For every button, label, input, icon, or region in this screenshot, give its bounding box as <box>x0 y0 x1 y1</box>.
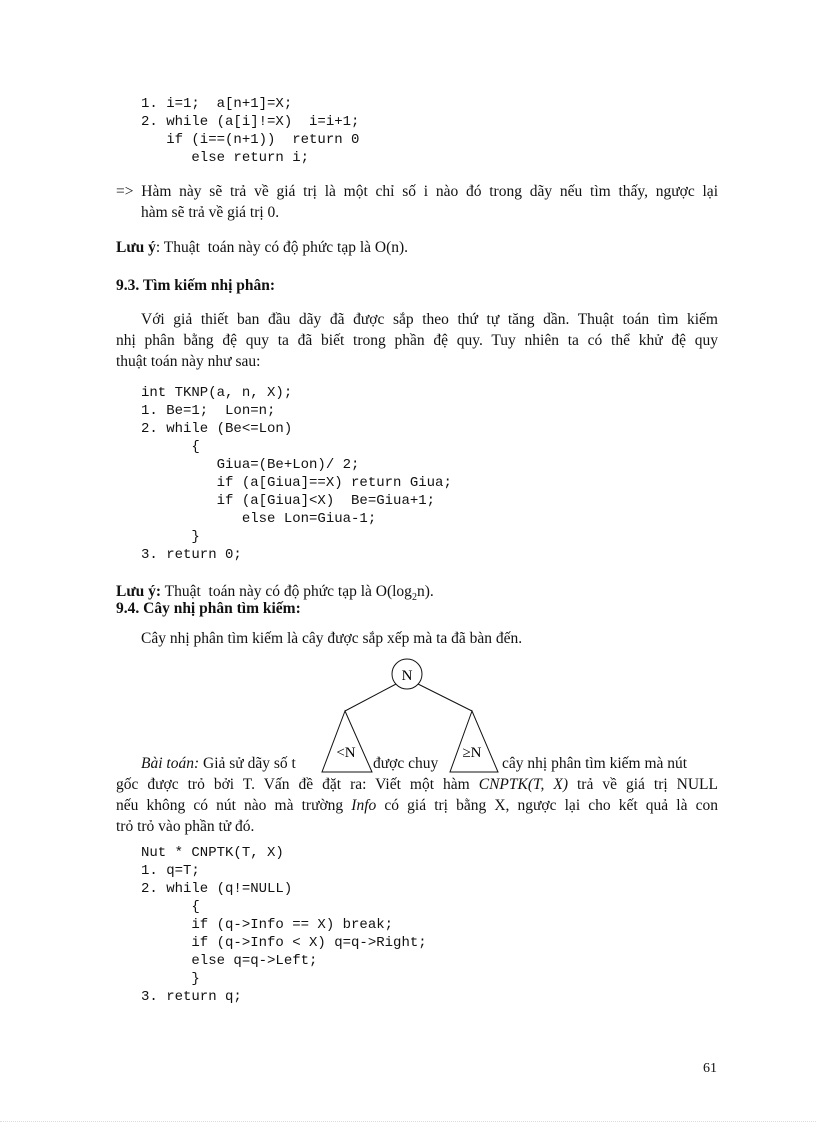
code-line: 2. while (Be<=Lon) <box>141 421 293 437</box>
code-line: if (a[Giua]<X) Be=Giua+1; <box>141 493 436 509</box>
section-heading-9-4: 9.4. Cây nhị phân tìm kiếm: <box>116 600 301 617</box>
page-number: 61 <box>703 1061 717 1076</box>
code-line: int TKNP(a, n, X); <box>141 385 293 401</box>
left-subtree-triangle <box>322 711 372 772</box>
code-line: 2. while (a[i]!=X) i=i+1; <box>141 114 360 130</box>
note-label: Lưu ý: <box>116 583 162 600</box>
problem-label: Bài toán: <box>141 755 200 772</box>
problem-text: Giả sử dãy số t <box>199 755 296 772</box>
problem-line <box>116 795 718 816</box>
note-text: Thuật toán này có độ phức tạp là O(log <box>161 583 412 600</box>
return-note-line: hàm sẽ trả về giá trị 0. <box>141 204 280 221</box>
code-line: else q=q->Left; <box>141 953 318 969</box>
root-label: N <box>401 668 413 684</box>
right-subtree-triangle <box>450 711 498 772</box>
function-name: CNPTK(T, X) <box>478 776 568 793</box>
code-line: } <box>141 529 200 545</box>
code-line: 3. return q; <box>141 989 242 1005</box>
code-line: if (i==(n+1)) return 0 <box>141 132 360 148</box>
field-name: Info <box>351 797 377 814</box>
paragraph-line: thuật toán này như sau: <box>116 353 261 370</box>
code-line: if (q->Info < X) q=q->Right; <box>141 935 427 951</box>
problem-line <box>141 753 296 774</box>
problem-paragraph <box>116 774 718 837</box>
problem-line: cây nhị phân tìm kiếm mà nút <box>502 755 688 772</box>
paragraph-line: Với giả thiết ban đầu dãy đã được sắp theo thứ tự tăng dần. Thuật toán tìm kiếm <box>141 311 718 328</box>
return-note-line: => Hàm này sẽ trả về giá trị là một chỉ số i nào đó trong dãy nếu tìm thấy, ngược lại <box>116 183 718 200</box>
problem-text: nếu không có nút nào mà trường <box>116 797 352 814</box>
code-line: 1. Be=1; Lon=n; <box>141 403 276 419</box>
code-line: if (q->Info == X) break; <box>141 917 394 933</box>
paragraph-binary-search <box>116 309 718 372</box>
section-heading-9-3: 9.3. Tìm kiếm nhị phân: <box>116 277 276 294</box>
code-line: Giua=(Be+Lon)/ 2; <box>141 457 360 473</box>
code-line: 1. q=T; <box>141 863 200 879</box>
code-line: 3. return 0; <box>141 547 242 563</box>
problem-line: được chuy <box>373 755 439 772</box>
code-line: else Lon=Giua-1; <box>141 511 377 527</box>
code-line: { <box>141 439 200 455</box>
edge-left <box>345 683 398 711</box>
page-bottom-divider <box>0 1121 816 1122</box>
problem-text: trả về giá trị NULL <box>567 776 718 793</box>
code-line: 1. i=1; a[n+1]=X; <box>141 96 293 112</box>
code-line: { <box>141 899 200 915</box>
problem-line <box>116 774 718 795</box>
paragraph-bst: Cây nhị phân tìm kiếm là cây được sắp xếp mà ta đã bàn đến. <box>141 630 523 647</box>
code-line: 2. while (q!=NULL) <box>141 881 293 897</box>
code-line: Nut * CNPTK(T, X) <box>141 845 284 861</box>
note-text: n). <box>416 583 434 600</box>
complexity-note-linear <box>116 237 408 258</box>
note-text: : Thuật toán này có độ phức tạp là O(n). <box>155 239 409 256</box>
return-note <box>116 181 718 223</box>
problem-line: trỏ trỏ vào phần tử đó. <box>116 818 255 835</box>
problem-text: có giá trị bằng X, ngược lại cho kết quả là con <box>376 797 718 814</box>
paragraph-line: nhị phân bằng đệ quy ta đã biết trong phần đệ quy. Tuy nhiên ta có thể khử đệ quy <box>116 332 718 349</box>
code-line: if (a[Giua]==X) return Giua; <box>141 475 452 491</box>
complexity-note-binary <box>116 581 434 602</box>
right-subtree-label: ≥N <box>462 745 482 761</box>
problem-text: gốc được trỏ bởi T. Vấn đề đặt ra: Viết một hàm <box>116 776 479 793</box>
note-label: Lưu ý <box>116 239 156 256</box>
code-line: else return i; <box>141 150 310 166</box>
edge-right <box>416 683 472 711</box>
code-line: } <box>141 971 200 987</box>
left-subtree-label: <N <box>336 745 356 761</box>
log-subscript: 2 <box>411 592 417 604</box>
